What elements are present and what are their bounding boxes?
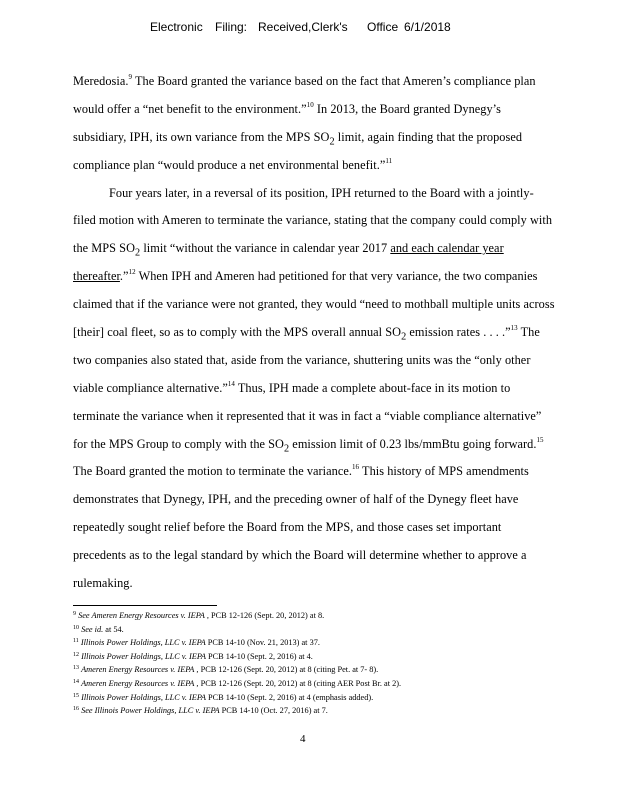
footnote-divider — [73, 605, 217, 606]
filing-header — [150, 20, 451, 34]
footnote-ref[interactable]: 9 — [128, 73, 133, 81]
footnote-number: 15 — [73, 692, 79, 699]
body-line: the MPS $SO_2$ limit “without the variance in calendar year 2017 and each calendar year — [73, 241, 504, 259]
footnote-number: 14 — [73, 678, 79, 685]
body-line: precedents as to the legal standard by which the Board will determine whether to approve a — [73, 548, 527, 563]
page-number: 4 — [300, 733, 306, 745]
body-line: The Board granted the motion to terminate the variance.$^{16}$ This history of MPS amendments — [73, 463, 529, 479]
body-line: subsidiary, IPH, its own variance from the MPS $SO_2$ limit, again finding that the proposed — [73, 129, 523, 148]
footnote: $^{14}$ Ameren Energy Resources v. IEPA , PCB 12-126 (Sept. 20, 2012) at 8 (citing AER Post Br. at 2). — [73, 678, 402, 688]
body-line: compliance plan “would produce a net environmental benefit.”$^{11}$ — [73, 156, 393, 172]
footnote-ref[interactable]: 10 — [306, 100, 314, 109]
footnote-ref[interactable]: 13 — [510, 324, 518, 333]
footnote: $^{11}$ Illinois Power Holdings, LLC v. IEPA PCB 14-10 (Nov. 21, 2013) at 37. — [73, 638, 320, 648]
body-line: thereafter.”$^{12}$ When IPH and Ameren had petitioned for that very variance, the two companies — [73, 268, 538, 284]
body-line: rulemaking. — [73, 576, 133, 591]
subscript: 2 — [401, 331, 407, 343]
footnote-number: 16 — [73, 706, 79, 713]
footnote-ref[interactable]: 15 — [536, 435, 544, 444]
footnote-ref[interactable]: 14 — [227, 379, 235, 388]
case-citation: Illinois Power Holdings, LLC v. IEPA — [80, 638, 206, 648]
case-citation: Ameren Energy Resources v. IEPA — [81, 678, 195, 688]
footnote: $^9$ See Ameren Energy Resources v. IEPA , PCB 12-126 (Sept. 20, 2012) at 8. — [73, 611, 325, 620]
footnote-ref[interactable]: 11 — [385, 156, 393, 165]
subscript: 2 — [284, 443, 290, 455]
footnote: $^{10}$ See id. at 54. — [73, 624, 124, 634]
header-filing: Filing: — [215, 20, 248, 34]
header-electronic: Electronic — [150, 20, 203, 34]
footnote-number: 13 — [73, 665, 79, 672]
body-line: for the MPS Group to comply with the $SO_2$ emission limit of 0.23 lbs/mmBtu going forward.$^{15}$ — [73, 435, 544, 455]
body-line: Meredosia.$^9$ The Board granted the variance based on the fact that Ameren’s compliance plan — [73, 73, 536, 88]
footnote-number: 12 — [73, 651, 79, 658]
body-line: demonstrates that Dynegy, IPH, and the preceding owner of half of the Dynegy fleet have — [73, 492, 519, 507]
subscript: 2 — [329, 136, 335, 148]
case-citation: See Illinois Power Holdings, LLC v. IEPA — [81, 706, 220, 716]
case-citation: Ameren Energy Resources v. IEPA — [81, 665, 195, 675]
footnote-ref[interactable]: 16 — [352, 463, 360, 472]
body-line: viable compliance alternative.”$^{14}$ Thus, IPH made a complete about-face in its motion to — [73, 379, 511, 395]
footnote: $^{15}$ Illinois Power Holdings, LLC v. IEPA PCB 14-10 (Sept. 2, 2016) at 4 (emphasis added). — [73, 692, 374, 702]
header-received: Received,Clerk's — [258, 20, 348, 34]
body-line: Four years later, in a reversal of its position, IPH returned to the Board with a jointly- — [109, 185, 534, 200]
case-citation: Illinois Power Holdings, LLC v. IEPA — [81, 651, 206, 661]
body-line: two companies also stated that, aside from the variance, shuttering units was the “only other — [73, 352, 531, 367]
body-line: [their] coal fleet, so as to comply with the MPS overall annual $SO_2$ emission rates . . . .”$^{13}$ The — [73, 324, 540, 343]
header-date: 6/1/2018 — [404, 20, 451, 34]
footnote: $^{12}$ Illinois Power Holdings, LLC v. IEPA PCB 14-10 (Sept. 2, 2016) at 4. — [73, 651, 313, 661]
emphasis-underline: and each calendar year — [390, 241, 504, 256]
body-line: repeatedly sought relief before the Board from the MPS, and those cases set important — [73, 520, 502, 535]
footnote-number: 10 — [73, 624, 79, 631]
case-citation: See id. — [81, 624, 104, 634]
case-citation: Illinois Power Holdings, LLC v. IEPA — [81, 692, 206, 702]
footnote-number: 11 — [73, 638, 79, 645]
header-office: Office — [367, 20, 399, 34]
footnote: $^{13}$ Ameren Energy Resources v. IEPA , PCB 12-126 (Sept. 20, 2012) at 8 (citing Pet. at 7- 8). — [73, 665, 379, 675]
emphasis-underline: thereafter — [73, 269, 120, 284]
body-text — [73, 68, 601, 598]
body-line: claimed that if the variance were not granted, they would “need to mothball multiple units across — [73, 297, 555, 312]
footnotes — [73, 609, 593, 718]
footnote-number: 9 — [73, 611, 76, 617]
footnote: $^{16}$ See Illinois Power Holdings, LLC v. IEPA PCB 14-10 (Oct. 27, 2016) at 7. — [73, 706, 328, 716]
footnote-ref[interactable]: 12 — [128, 268, 136, 277]
body-line: would offer a “net benefit to the environment.”$^{10}$ In 2013, the Board granted Dynegy’s — [73, 100, 501, 116]
subscript: 2 — [135, 247, 141, 259]
body-line: filed motion with Ameren to terminate the variance, stating that the company could comply with — [73, 213, 553, 228]
body-line: terminate the variance when it represented that it was in fact a “viable compliance alternative” — [73, 408, 542, 423]
case-citation: See Ameren Energy Resources v. IEPA — [78, 611, 205, 620]
